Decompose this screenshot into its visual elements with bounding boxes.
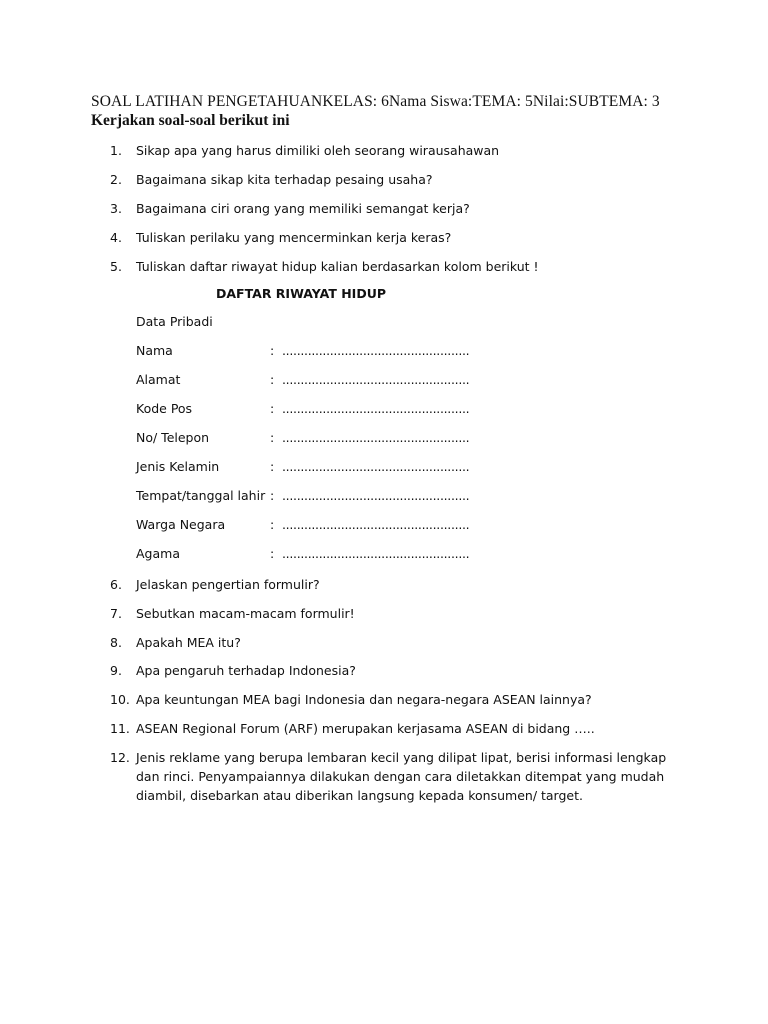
field-label: Jenis Kelamin <box>136 459 220 474</box>
question-text: Sebutkan macam-macam formulir! <box>136 606 355 621</box>
question-text: Jenis reklame yang berupa lembaran kecil yang dilipat lipat, berisi informasi lengkap dan rinci. Penyampaiannya dilakukan dengan cara diletakkan ditempat yang mudah diambil, disebarkan atau diberikan langsung kepada konsumen/ target. <box>136 750 667 803</box>
question-text: Tuliskan daftar riwayat hidup kalian berdasarkan kolom berikut ! <box>136 259 539 274</box>
worksheet-instruction: Kerjakan soal-soal berikut ini <box>91 112 290 129</box>
field-blank-line[interactable]: ................................................... <box>282 517 470 532</box>
field-blank-line[interactable]: ................................................... <box>282 546 470 561</box>
question-text: Apa pengaruh terhadap Indonesia? <box>136 663 356 678</box>
field-blank-line[interactable]: ................................................... <box>282 372 470 387</box>
field-label: Tempat/tanggal lahir <box>136 488 266 503</box>
question-number: 9. <box>110 663 122 678</box>
question-number: 1. <box>110 143 122 158</box>
field-colon: : <box>270 488 275 503</box>
field-colon: : <box>270 343 275 358</box>
question-text: Jelaskan pengertian formulir? <box>136 577 320 592</box>
question-number: 3. <box>110 201 122 216</box>
question-number: 4. <box>110 230 122 245</box>
question-number: 12. <box>110 750 130 765</box>
field-label: Nama <box>136 343 173 358</box>
question-text: Apa keuntungan MEA bagi Indonesia dan negara-negara ASEAN lainnya? <box>136 692 592 707</box>
field-blank-line[interactable]: ................................................... <box>282 343 470 358</box>
question-text: ASEAN Regional Forum (ARF) merupakan kerjasama ASEAN di bidang ….. <box>136 721 595 736</box>
question-text: Tuliskan perilaku yang mencerminkan kerja keras? <box>136 230 452 245</box>
question-text: Apakah MEA itu? <box>136 635 241 650</box>
question-number: 10. <box>110 692 130 707</box>
question-number: 6. <box>110 577 122 592</box>
field-blank-line[interactable]: ................................................... <box>282 488 470 503</box>
field-label: Agama <box>136 546 180 561</box>
form-title: DAFTAR RIWAYAT HIDUP <box>216 286 387 301</box>
field-colon: : <box>270 430 275 445</box>
field-colon: : <box>270 517 275 532</box>
question-number: 5. <box>110 259 122 274</box>
question-text: Bagaimana sikap kita terhadap pesaing usaha? <box>136 172 433 187</box>
field-label: Alamat <box>136 372 181 387</box>
field-blank-line[interactable]: ................................................... <box>282 430 470 445</box>
question-number: 11. <box>110 721 130 736</box>
field-colon: : <box>270 459 275 474</box>
field-colon: : <box>270 401 275 416</box>
question-number: 7. <box>110 606 122 621</box>
form-section-label: Data Pribadi <box>136 314 213 329</box>
question-number: 2. <box>110 172 122 187</box>
question-text: Sikap apa yang harus dimiliki oleh seorang wirausahawan <box>136 143 500 158</box>
field-label: Warga Negara <box>136 517 226 532</box>
worksheet-header: SOAL LATIHAN PENGETAHUANKELAS: 6Nama Siswa:TEMA: 5Nilai:SUBTEMA: 3 <box>91 93 660 110</box>
question-number: 8. <box>110 635 122 650</box>
field-label: Kode Pos <box>136 401 193 416</box>
question-text: Bagaimana ciri orang yang memiliki semangat kerja? <box>136 201 470 216</box>
field-label: No/ Telepon <box>136 430 210 445</box>
field-blank-line[interactable]: ................................................... <box>282 401 470 416</box>
field-colon: : <box>270 546 275 561</box>
field-colon: : <box>270 372 275 387</box>
field-blank-line[interactable]: ................................................... <box>282 459 470 474</box>
